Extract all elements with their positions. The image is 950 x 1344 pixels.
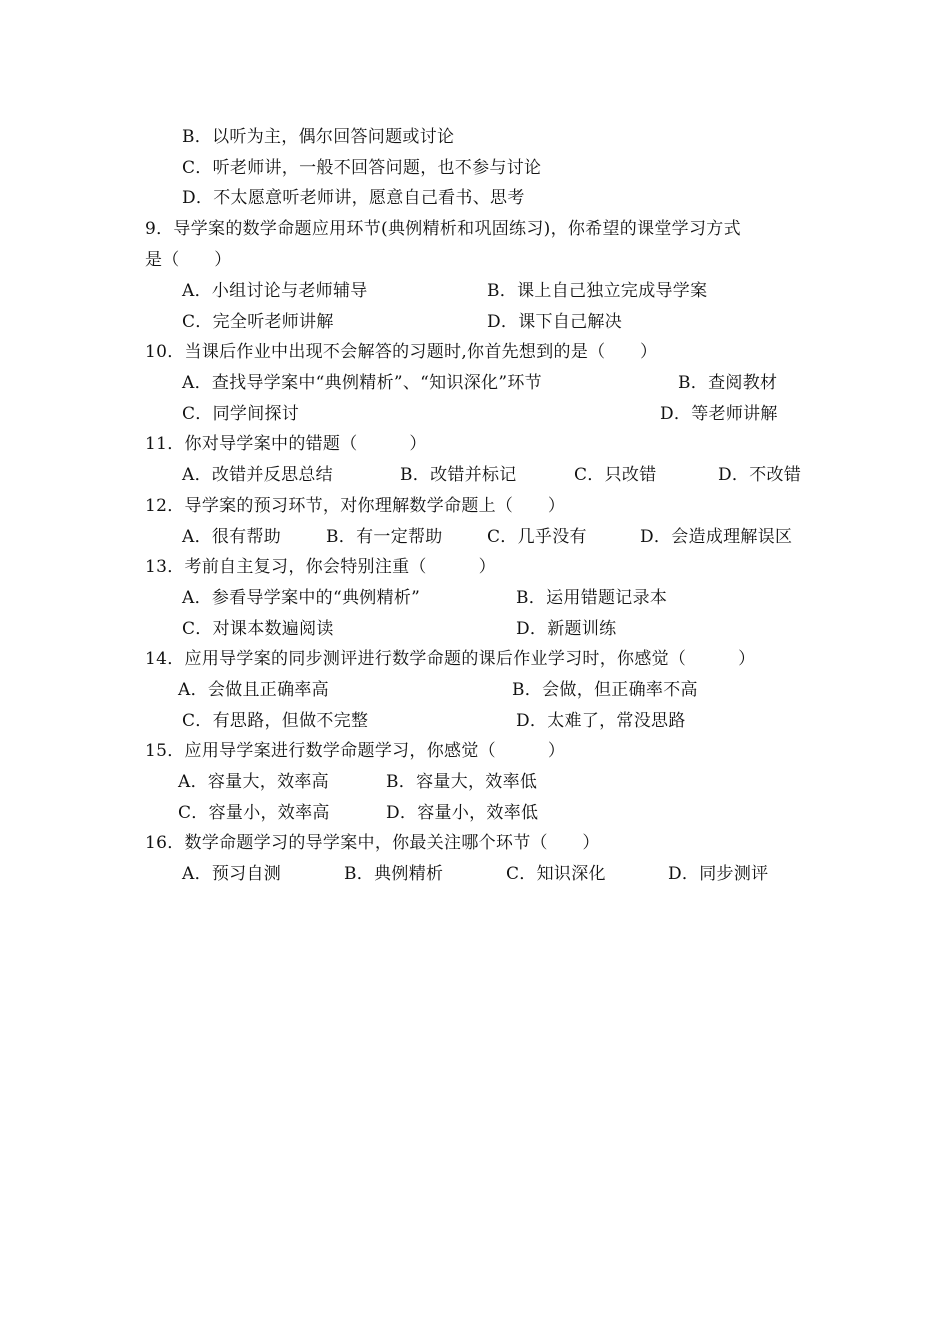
q9-option-d: D．课下自己解决 <box>487 312 623 332</box>
q10-option-c: C．同学间探讨 <box>182 404 300 424</box>
q16-option-d: D．同步测评 <box>668 864 769 884</box>
q9-option-c: C．完全听老师讲解 <box>182 312 334 332</box>
q8-option-c: C．听老师讲，一般不回答问题，也不参与讨论 <box>182 158 542 178</box>
q13-option-c: C．对课本数遍阅读 <box>182 619 334 639</box>
q14-option-a: A．会做且正确率高 <box>178 680 329 700</box>
q16-stem: 16．数学命题学习的导学案中，你最关注哪个环节（ ） <box>145 833 600 853</box>
q9-option-a: A．小组讨论与老师辅导 <box>182 281 368 301</box>
q11-option-d: D．不改错 <box>718 465 802 485</box>
q8-option-d: D．不太愿意听老师讲，愿意自己看书、思考 <box>182 188 525 208</box>
q15-option-d: D．容量小，效率低 <box>386 803 539 823</box>
q14-option-d: D．太难了，常没思路 <box>516 711 686 731</box>
q10-option-a: A．查找导学案中“典例精析”、“知识深化”环节 <box>182 373 542 393</box>
q9-stem-line1: 9．导学案的数学命题应用环节(典例精析和巩固练习)，你希望的课堂学习方式 <box>145 219 741 239</box>
q10-option-d: D．等老师讲解 <box>660 404 778 424</box>
q11-option-a: A．改错并反思总结 <box>182 465 333 485</box>
q16-option-c: C．知识深化 <box>506 864 606 884</box>
q14-stem: 14．应用导学案的同步测评进行数学命题的课后作业学习时，你感觉（ ） <box>145 649 756 669</box>
q14-option-b: B．会做，但正确率不高 <box>512 680 698 700</box>
q8-option-b: B．以听为主，偶尔回答问题或讨论 <box>182 127 455 147</box>
q13-option-d: D．新题训练 <box>516 619 617 639</box>
q13-option-a: A．参看导学案中的“典例精析” <box>182 588 421 608</box>
q12-stem: 12．导学案的预习环节，对你理解数学命题上（ ） <box>145 496 566 516</box>
q16-option-b: B．典例精析 <box>344 864 444 884</box>
q15-option-b: B．容量大，效率低 <box>386 772 538 792</box>
q10-stem: 10．当课后作业中出现不会解答的习题时,你首先想到的是（ ） <box>145 342 658 362</box>
q15-option-c: C．容量小，效率高 <box>178 803 330 823</box>
q12-option-b: B．有一定帮助 <box>326 527 443 547</box>
q12-option-a: A．很有帮助 <box>182 527 282 547</box>
q14-option-c: C．有思路，但做不完整 <box>182 711 369 731</box>
q9-option-b: B．课上自己独立完成导学案 <box>487 281 708 301</box>
q12-option-d: D．会造成理解误区 <box>640 527 793 547</box>
q15-stem: 15．应用导学案进行数学命题学习，你感觉（ ） <box>145 741 566 761</box>
q16-option-a: A．预习自测 <box>182 864 282 884</box>
q11-option-b: B．改错并标记 <box>400 465 517 485</box>
q15-option-a: A．容量大，效率高 <box>178 772 329 792</box>
q12-option-c: C．几乎没有 <box>487 527 587 547</box>
q9-stem-line2: 是（ ） <box>145 250 232 270</box>
q11-option-c: C．只改错 <box>574 465 657 485</box>
q13-option-b: B．运用错题记录本 <box>516 588 668 608</box>
q11-stem: 11．你对导学案中的错题（ ） <box>145 434 427 454</box>
q10-option-b: B．查阅教材 <box>678 373 778 393</box>
q13-stem: 13．考前自主复习，你会特别注重（ ） <box>145 557 496 577</box>
